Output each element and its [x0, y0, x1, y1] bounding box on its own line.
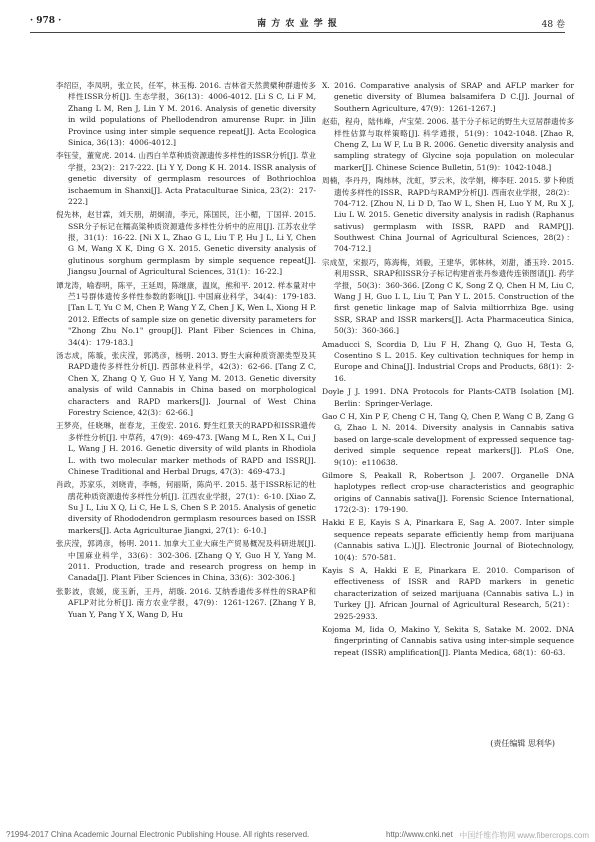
reference-entry: Amaducci S, Scordia D, Liu F H, Zhang Q, Guo H, Testa G, Cosentino S L. 2015. Key cultivation techniques for hemp in Europe and China[J]. Industrial Crops and Products, 68(1)：2-16.: [322, 339, 574, 383]
reference-entry: Hakki E E, Kayis S A, Pinarkara E, Sag A. 2007. Inter simple sequence repeats separate efficiently hemp from marijuana (Cannabis sativa L.)[J]. Electronic Journal of Biotechnology, 10(4)：570-581.: [322, 518, 574, 562]
reference-entry: Kojoma M, Iida O, Makino Y, Sekita S, Satake M. 2002. DNA fingerprinting of Cannabis sativa using inter-simple sequence repeat (ISSR) amplification[J]. Planta Medica, 68(1)：60-63.: [322, 624, 574, 657]
right-column-references: [322, 80, 574, 660]
reference-entry: 汤志成，陈璇，张庆滢，郭鸿彦，杨明. 2013. 野生大麻种质资源类型及其RAPD遗传多样性分析[J]. 西部林业科学，42(3)：62-66. [Tang Z C, Chen X, Zhang Q Y, Guo H Y, Yang M. 2013. Genetic diversity analysis of wild Cannabis in China based on morphological characters and RAPD markers[J]. Journal of West China Forestry Science, 42(3)：62-66.]: [56, 350, 316, 417]
reference-entry: 张影波，袁媛，庞玉新，王丹，胡璇. 2016. 艾纳香遗传多样性的SRAP和AFLP对比分析[J]. 南方农业学报，47(9)：1261-1267. [Zhang Y B, Yuan Y, Pang Y X, Wang D, Hu: [56, 586, 316, 619]
reference-entry: 肖政，苏家乐，刘晓青，李畅，何丽斯，陈尚平. 2015. 基于ISSR标记的杜鹃花种质资源遗传多样性分析[J]. 江西农业学报，27(1)：6-10. [Xiao Z, Su J L, Liu X Q, Li C, He L S, Chen S P. 2015. Analysis of genetic diversity of Rhododendron germplasm resources based on ISSR markers[J]. Acta Agriculturae Jiangxi, 27(1)：6-10.]: [56, 480, 316, 535]
reference-entry: Gilmore S, Peakall R, Robertson J. 2007. Organelle DNA haplotypes reflect crop-use characteristics and geographic origins of Cannabis sativa[J]. Forensic Science International, 172(2-3)：179-190.: [322, 470, 574, 515]
reference-entry: 谭龙涛，喻春明，陈平，王延周，陈继康，温岚，熊和平. 2012. 样本量对中苎1号群体遗传多样性参数的影响[J]. 中国麻业科学，34(4)：179-183. [Tan L T, Yu C M, Chen P, Wang Y Z, Chen J K, Wen L, Xiong H P. 2012. Effects of sample size on genetic diversity parameters for "Zhong Zhu No.1" group[J]. Plant Fiber Sciences in China, 34(4)：179-183.]: [56, 280, 316, 347]
reference-entry: 赵茹，程舟，陆伟峰，卢宝荣. 2006. 基于分子标记的野生大豆居群遗传多样性估算与取样策略[J]. 科学通报，51(9)：1042-1048. [Zhao R, Cheng Z, Lu W F, Lu B R. 2006. Genetic diversity analysis and sampling strategy of Glycine soja population on molecular marker[J]. Chinese Science Bulletin, 51(9)：1042-1048.]: [322, 117, 574, 172]
volume-label: 48 卷: [541, 20, 565, 30]
reference-entry: Doyle J J. 1991. DNA Protocols for Plants-CATB Isolation [M]. Berlin：Springer-Verlage.: [322, 387, 574, 408]
reference-entry: 周楠，李丹丹，陶炜林，沈虹，罗云米，汝学娟，柳李旺. 2015. 萝卜种质遗传多样性的ISSR、RAPD与RAMP分析[J]. 西南农业学报，28(2)：704-712. [Zhou N, Li D D, Tao W L, Shen H, Luo Y M, Ru X J, Liu L W. 2015. Genetic diversity analysis in radish (Raphanus sativus) germplasm with ISSR, RAPD and RAMP[J]. Southwest China Journal of Agricultural Sciences, 28(2)：704-712.]: [322, 176, 574, 254]
reference-entry: 倪先林，赵甘霖，刘天朋，胡炯清，李元，陈国民，汪小楣，丁国祥. 2015. SSR分子标记在糯高粱种质资源遗传多样性分析中的应用[J]. 江苏农业学报，31(1)：16-22. [Ni X L, Zhao G L, Liu T P, Hu J L, Li Y, Chen G M, Wang X K, Ding G X. 2015. Genetic diversity analysis of glutinous sorghum germplasm by simple sequence repeat[J]. Jiangsu Journal of Agricultural Sciences, 31(1)：16-22.]: [56, 210, 316, 277]
reference-entry: X. 2016. Comparative analysis of SRAP and AFLP marker for genetic diversity of Blumea balsamifera D C.[J]. Journal of Southern Agriculture, 47(9)：1261-1267.]: [322, 81, 574, 113]
reference-entry: 李钰莹，董宽虎. 2014. 山西白羊草种质资源遗传多样性的ISSR分析[J]. 草业学报，23(2)：217-222. [Li Y Y, Dong K H. 2014. ISSR analysis of genetic diversity of germplasm resources of Bothriochloa ischaemum in Shanxi[J]. Acta Prataculturae Sinica, 23(2)：217-222.]: [56, 151, 316, 206]
editor-credit: (责任编辑 思利华): [490, 739, 555, 748]
page-number: · 978 ·: [30, 16, 62, 26]
reference-entry: Gao C H, Xin P F, Cheng C H, Tang Q, Chen P, Wang C B, Zang G G, Zhao L N. 2014. Diversity analysis in Cannabis sativa based on large-scale development of expressed sequence tag-derived simple sequence repeat markers[J]. PLoS One, 9(10)：e110638.: [322, 411, 574, 467]
reference-entry: 李绍臣，李凤明，张立民，任军，林玉梅. 2016. 吉林省天然黄檗种群遗传多样性ISSR分析[J]. 生态学报，36(13)：4006-4012. [Li S C, Li F M, Zhang L M, Ren J, Lin Y M. 2016. Analysis of genetic diversity in wild populations of Phellodendron amurense Rupr. in Jilin Province using inter simple sequence repeat[J]. Acta Ecologica Sinica, 36(13)：4006-4012.]: [56, 81, 316, 147]
watermark: 中国纤维作物网 www.fibercrops.com: [459, 831, 589, 840]
left-column-references: [56, 80, 316, 622]
copyright-notice: ?1994-2017 China Academic Journal Electronic Publishing House. All rights reserved.: [6, 830, 310, 839]
reference-entry: 张庆滢，郭鸿彦，杨明. 2011. 加拿大工业大麻生产贸易概况及科研进展[J]. 中国麻业科学，33(6)：302-306. [Zhang Q Y, Guo H Y, Yang M. 2011. Production, trade and research progress on hemp in Canada[J]. Plant Fiber Sciences in China, 33(6)：302-306.]: [56, 539, 316, 583]
journal-title: 南 方 农 业 学 报: [257, 19, 338, 29]
reference-entry: 宗成堃，宋振巧，陈海梅，刘毅，王建华，郭林林，刘甜，潘玉玲. 2015. 利用SSR、SRAP和ISSR分子标记构建首张丹参遗传连锁图谱[J]. 药学学报，50(3)：360-366. [Zong C K, Song Z Q, Chen H M, Liu C, Wang J H, Guo L L, Liu T, Pan Y L. 2015. Construction of the first genetic linkage map of Salvia miltiorrhiza Bge. using SSR, SRAP and ISSR markers[J]. Acta Pharmaceutica Sinica, 50(3)：360-366.]: [322, 257, 574, 336]
cnki-link[interactable]: http://www.cnki.net: [386, 830, 453, 839]
running-header: [30, 10, 565, 33]
reference-entry: Kayis S A, Hakki E E, Pinarkara E. 2010. Comparison of effectiveness of ISSR and RAPD markers in genetic characterization of seized marijuana (Cannabis sativa L.) in Turkey [J]. African Journal of Agricultural Research, 5(21)：2925-2933.: [322, 566, 574, 621]
reference-entry: 王梦亮，任晓琳，崔春龙，王俊宏. 2016. 野生红景天的RAPD和ISSR遗传多样性分析[J]. 中草药，47(9)：469-473. [Wang M L, Ren X L, Cui J L, Wang J H. 2016. Genetic diversity of wild plants in Rhodiola L. with two molecular marker methods of RAPD and ISSR[J]. Chinese Traditional and Herbal Drugs, 47(3)：469-473.]: [56, 421, 316, 476]
